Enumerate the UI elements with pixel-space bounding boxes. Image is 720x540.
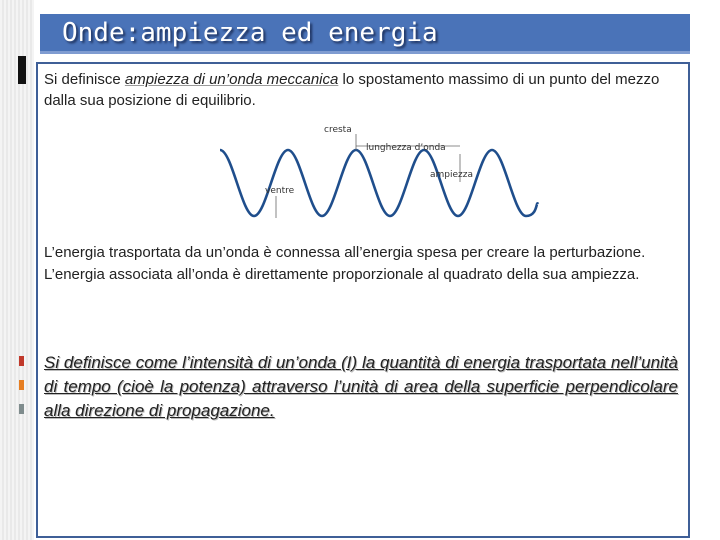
left-marker-orange [19, 380, 24, 390]
label-ampiezza: ampiezza [430, 170, 473, 180]
left-decorative-stripe [0, 0, 34, 540]
intensity-paragraph: Si definisce come l’intensità di un’onda (I) la quantità di energia trasportata nell’unità di tempo (cioè la potenza) attraverso l’unità di area della superficie perpendicolare alla direzione di propagazione. [44, 353, 678, 420]
label-lunghezza: lunghezza d’onda [366, 143, 446, 153]
label-ventre: ventre [265, 186, 295, 196]
wave-curve [220, 150, 538, 216]
energy-line-1: L’energia trasportata da un’onda è connessa all’energia spesa per creare la perturbazione. [44, 244, 646, 261]
title-bar [40, 14, 690, 54]
left-marker-block [18, 56, 26, 84]
left-marker-grey [19, 404, 24, 414]
definition-term: ampiezza di un’onda meccanica [124, 71, 339, 88]
energy-line-2: L’energia associata all’onda è direttamente proporzionale al quadrato della sua ampiezza. [44, 266, 640, 283]
slide-title: Onde:ampiezza ed energia [62, 17, 438, 48]
definition-paragraph [44, 69, 678, 111]
label-cresta: cresta [324, 125, 352, 135]
energy-paragraph [44, 242, 678, 286]
left-marker-red [19, 356, 24, 366]
wave-diagram [210, 120, 550, 228]
definition-after: lo spostamento massimo di un punto del mezzo dalla sua posizione di equilibrio. [44, 71, 660, 109]
definition-before: Si definisce [44, 71, 125, 88]
